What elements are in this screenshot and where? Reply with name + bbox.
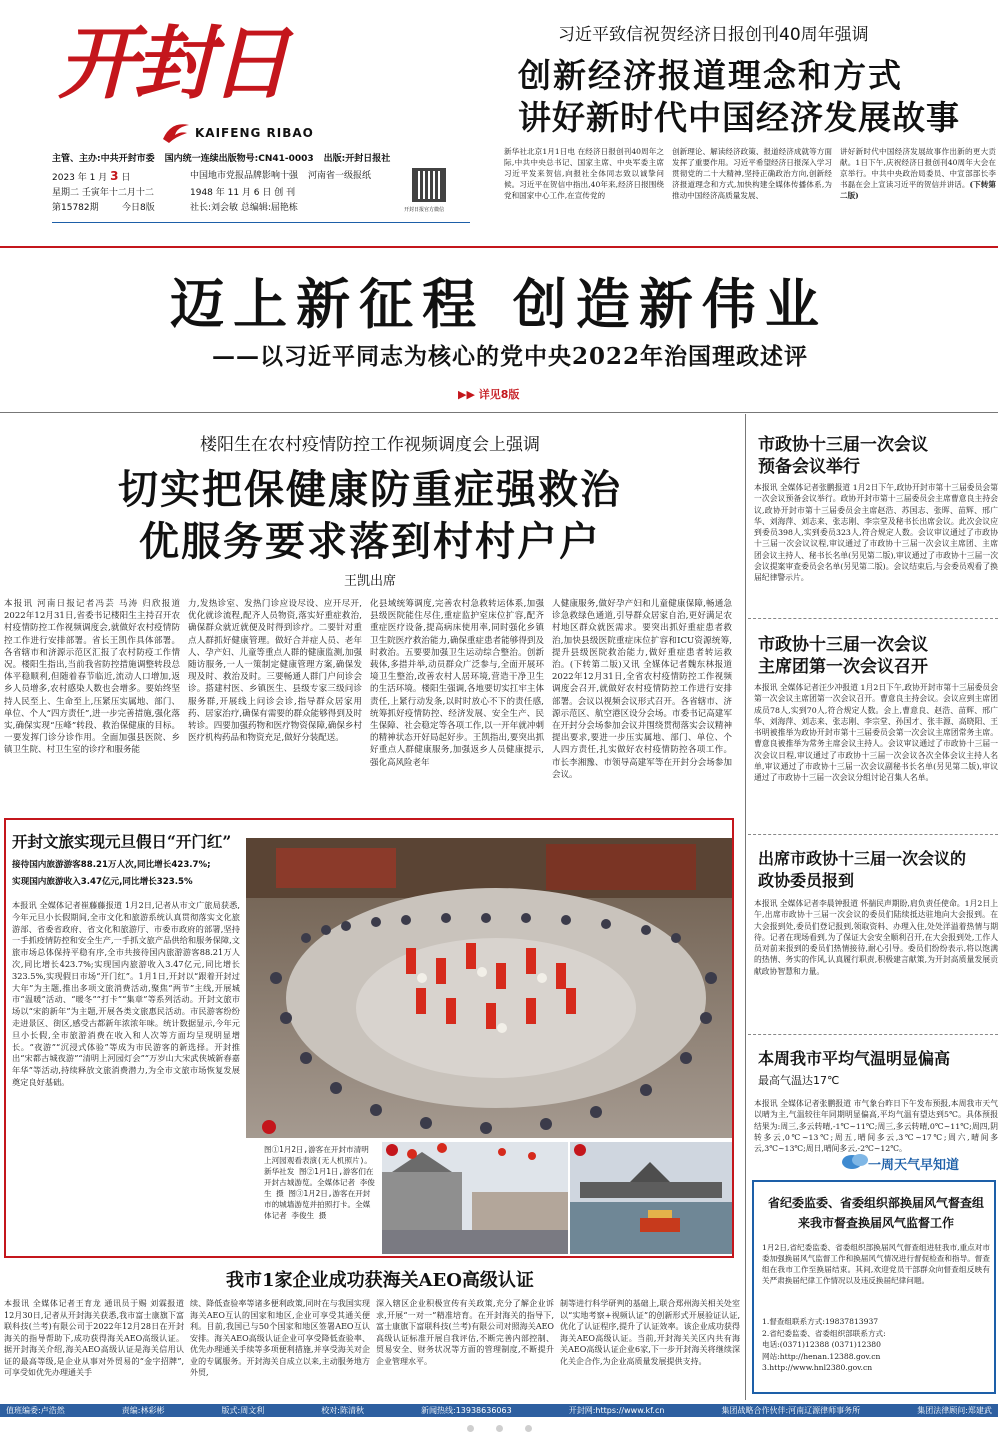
footer-item: 值班编委:卢浩然 [6,1406,65,1415]
see-page-link[interactable] [458,386,558,404]
cppcc-prep-body: 本报讯 全媒体记者张鹏报道 1月2日下午,政协开封市第十三届委员会第一次会议预备会议举行。政协开封市第十三届委员会主席曹意良主持会议,政协开封市第十三届委员会主席赵浩、苏国志、张晖、苗辉、邢广华、刘海萍、刘志来、张志刚、李宗堂及秘书长出席会议。此次会议应到委员398人,实到委员323人,符合规定人数。会议审议通过了市政协十三届一次会议议程,审议通过了市政协十三届一次会议主席团、主席团会议主持人、秘书长名单(另见第二版),审议通过了市政协十三届一次会议提案审查委员会名单(另见第二版)。会议结束后,与会委员观看了换届纪律警示片。 [754,483,998,583]
page-pagination [0,1420,998,1437]
feature-box [4,818,734,1258]
notice-item: 3.http://www.hnl2380.gov.cn [762,1363,873,1372]
divider [0,246,998,248]
weather-logo-text: 一周天气早知道 [868,1158,960,1172]
footer-item: 开封网:https://www.kf.cn [568,1406,665,1415]
issn: 国内统一连续出版物号:CN41-0003 [164,154,314,164]
publisher: 出版:开封日报社 [323,154,391,164]
logo-emblem-icon [161,119,191,145]
double-arrow-icon: ▶▶ [458,388,475,401]
top-story-headline: 创新经济报道理念和方式 [518,56,903,92]
story-col: 本报讯 河南日报记者冯芸 马涛 归欣报道 2022年12月31日,省委书记楼阳生主持召开农村疫情防控工作视频调度会,就做好农村疫情防控工作进行安排部署。省长王凯作具体部署。各省辖市和济源示范区汇报了农村防疫工作情况。楼阳生指出,当前我省防控措施调整转段总体平稳顺利,但随着春节临近,流动人口增加,返乡人员增多,农村感染人数也会增多。要始终坚持人民至上、生命至上,压紧压实属地、部门、单位、个人“四方责任”,进一步完善措施,强化落实,确保实现“压峰”转段、救治保健康的目标。一要发挥门诊分诊作用。全面加强县医院、乡镇卫生院、村卫生室的诊疗和服务能 [4,599,180,756]
aeo-col: 本报讯 全媒体记者王育龙 通讯员于赐 刘霖报道 12月30日,记者从开封海关获悉,我市富士康旗下富联科技(兰考)有限公司于2022年12月28日在开封海关的指导帮助下,成功获得海关AEO高级认证。据开封海关介绍,海关AEO高级认证是海关信用认证的最高等级,是企业从事对外贸易的“金字招牌”,可享受如优先办理通关手 [4,1299,184,1377]
top-story-headline: 讲好新时代中国经济发展故事 [518,98,960,134]
notice-box [752,1180,996,1394]
feature-caption: 图①1月2日,游客在开封市清明上河园观看表演(无人机照片)。新华社发 图②1月1日,游客们在开封古城游览。全媒体记者 李俊生 摄 图③1月2日,游客在开封市的城墙游览并拍照打卡。全媒体记者 李俊生 摄 [264,1145,375,1220]
story-col: 人健康服务,做好孕产妇和儿童健康保障,畅通急诊急救绿色通道,引导群众居家自治,更好满足农村地区群众就医需求。要突出抓好重症患者救治,加快县级医院重症床位扩容和ICU资源统筹,提升县级医院救治能力,做好重症患者转运救治。(下转第二版)又讯 全媒体记者魏东林报道 2022年12月31日,全省农村疫情防控工作视频调度会召开,就做好农村疫情防控工作进行安排部署。会议以视频会议形式召开。各省辖市、济源示范区、航空港区设分会场。市委书记高建军在开封分会场参加会议并围绕贯彻落实会议精神提出要求,要进一步压实属地、部门、单位、个人四方责任,扎实做好农村疫情防控各项工作。市长李湘豫、市领导高建军等在开封分会场参加会议。 [552,599,732,780]
cppcc-presidium-body: 本报讯 全媒体记者汪少冲报道 1月2日下午,政协开封市第十三届委员会第一次会议主席团第一次会议召开。曹意良主持会议。会议应到主席团成员78人,实到70人,符合规定人数。会上,曹意良、赵浩、苗辉、邢广华、刘海萍、刘志来、张志刚、李宗堂、孙国才、张丰源、高晓阳、王书明被推举为政协开封市第十三届委员会第一次会议主席团常务主席。曹意良被推举为常务主席会议主持人。会议审议通过了市政协十三届一次会议日程,审议通过了市政协十三届一次会议各次全体会议主持人名单,审议通过了市政协十三届一次会议副秘书长名单(另见第二版),审议通过了市政协十三届一次会议分组讨论召集人名单。 [754,683,998,783]
weather-cloud-icon [840,1152,870,1170]
top-story-col: 新华社北京1月1日电 在经济日报创刊40周年之际,中共中央总书记、国家主席、中央军委主席习近平发来贺信,向报社全体同志致以诚挚问候。习近平在贺信中指出,40年来,经济日报围绕党和国家中心工作,在宣传党的 [504,147,664,200]
page-dot-button[interactable] [525,1425,532,1432]
top-story-col: 讲好新时代中国经济发展故事作出新的更大贡献。1日下午,庆祝经济日报创刊40周年大会在京举行。中共中央政治局委员、中宣部部长李书磊在会上宣读习近平的贺信并讲话。(下转第二版) [840,147,996,200]
sponsor: 主管、主办:中共开封市委 [52,154,155,164]
weekday-lunar: 星期二 壬寅年十二月十二 [52,188,154,198]
top-story-kicker: 习近平致信祝贺经济日报创刊40周年强调 [558,25,869,44]
weather-body: 本报讯 全媒体记者张鹏报道 市气象台昨日下午发布预报,本周我市天气以晴为主,气温较往年同期明显偏高,平均气温有望达到5℃。具体预报结果为:周三,多云转晴,-1℃~11℃;周三,多云转晴,0℃~11℃;周四,阴转多云,0℃~13℃;周五,晴间多云,3℃~17℃;周六,晴间多云,3℃~13℃;周日,晴间多云,-2℃~12℃。 [754,1099,998,1154]
divider [0,412,998,413]
story-lou [0,414,735,826]
see-page-text: 详见8版 [478,388,520,401]
notice-item: 1.督查组联系方式:19837813937 [762,1317,879,1326]
photo-city-street [382,1142,568,1254]
column-divider [745,414,746,1400]
brand-award: 中国地市党报品牌影响十强 [190,171,299,181]
slogan [150,223,194,225]
story-byline: 王凯出席 [343,574,396,589]
weather-subhead: 最高气温达17℃ [758,1074,840,1087]
footer-item: 版式:周文利 [221,1406,265,1415]
slogan [212,223,256,225]
newspaper-title: 开封日 [58,16,286,110]
slogan-bar [52,222,470,225]
photo-marker [262,1120,276,1134]
weather-headline: 本周我市平均气温明显偏高 [758,1049,951,1068]
founded-date: 1948 年 11 月 6 日 创 刊 [190,188,296,198]
notice-item: 网站:http://henan.12388.gov.cn [762,1351,881,1361]
paper-level: 河南省一级报纸 [308,171,372,181]
divider [748,1034,998,1035]
footer-bar [0,1404,998,1417]
cppcc-members-body: 本报讯 全媒体记者李晨钟报道 怀揣民声期盼,肩负责任使命。1月2日上午,出席市政协十三届一次会议的委员们陆续抵达驻地向大会报到。在大会报到处,委员们登记报到,领取资料、办理入住,处处洋溢着热情与期待。记者在现场看到,为了保证大会安全顺利召开,在大会报到处,工作人员对前来报到的委员们热情接待,耐心引导。委员们纷纷表示,将以饱满的热情、务实的作风,认真履行职责,积极建言献策,为开封高质量发展贡献政协智慧和力量。 [754,899,998,976]
notice-item: 电话:(0371)12388 (0371)12380 [762,1340,881,1349]
aeo-col: 深入辖区企业积极宣传有关政策,充分了解企业诉求,开展“一对一”精准培育。在开封海关的指导下,富士康旗下富联科技(兰考)有限公司对照海关AEO高级认证标准开展自我评估,不断完善内部控制、贸易安全、财务状况等方面的管理制度,不断提升企业管理水平。 [376,1299,554,1366]
story-col: 力,发热诊室、发热门诊应设尽设、应开尽开,优化就诊流程,配齐人员物资,落实好重症救治,确保群众就近就便及时得到诊疗。二要针对重点人群抓好健康管理。做好合并症人员、老年人、孕产妇、儿童等重点人群的健康监测,加强随访服务,一人一策制定健康管理方案,确保发现及时、救治及时。三要畅通人群门户问诊会诊。搭建村医、乡镇医生、县级专家三级问诊服务群,开展线上问诊会诊,指导群众居家用药、居家治疗,确保有需要的群众能够得到及时转诊。四要加强药物和医疗物资保障,确保乡村医疗机构药品和物资充足,做好分装配送。 [188,599,362,744]
right-column [748,414,998,1400]
banner [0,250,998,410]
feature-subhead: 接待国内旅游游客88.21万人次,同比增长423.7%; [12,860,211,870]
qr-code-icon [412,168,446,202]
qr-caption: 开封日报官方微信 [404,207,445,213]
notice-body: 1月2日,省纪委监委、省委组织部换届风气督查组进驻我市,重点对市委加强换届风气监督工作和换届风气情况进行督促检查和指导。督查组在我市工作至换届结束。其间,欢迎党员干部群众向督查组反映有关严肃换届纪律工作情况以及违反换届纪律问题。 [762,1243,990,1285]
cppcc-prep-headline: 预备会议举行 [758,457,860,474]
divider [748,834,998,835]
aeo-headline: 我市1家企业成功获海关AEO高级认证 [226,1270,534,1291]
page-dot-button[interactable] [496,1425,503,1432]
photo-main-performance [246,838,732,1138]
footer-item: 校对:陈清秋 [321,1406,364,1415]
notice-headline: 省纪委监委、省委组织部换届风气督查组 [767,1196,984,1210]
notice-headline: 来我市督查换届风气监督工作 [797,1216,954,1230]
notice-contacts [762,1316,990,1390]
page-count: 今日8版 [122,203,155,213]
footer-item: 集团战略合作伙伴:河南辽源律师事务所 [721,1406,861,1415]
page-dot-button[interactable] [467,1425,474,1432]
footer-item: 新闻热线:13938636063 [421,1406,512,1415]
footer-item: 责编:林彩彬 [121,1406,165,1415]
banner-subhead: ——以习近平同志为核心的党中央2022年治国理政述评 [211,343,808,370]
aeo-col: 制等进行科学研判的基础上,联合郑州海关相关处室以“实地考察+视频认证”的创新形式开展验证认证,优化了认证程序,提升了认证效率。该企业成功获得海关AEO高级认证。当前,开封海关关区内共有海关AEO高级认证企业6家,下一步开封海关将继续深化关企合作,为企业高质量发展提供支持。 [560,1299,740,1366]
cppcc-presidium-headline: 主席团第一次会议召开 [758,657,928,674]
cppcc-members-headline: 政协委员报到 [758,871,855,890]
issue-date: 2023 年 1 月 3 日 [52,169,131,183]
cppcc-presidium-headline: 市政协十三届一次会议 [758,635,928,652]
slogan [88,223,132,225]
story-aeo [0,1262,746,1402]
feature-subhead: 实现国内旅游收入3.47亿元,同比增长323.5% [12,877,193,887]
banner-headline: 迈上新征程 创造新伟业 [170,273,828,332]
story-col: 化县域统筹调度,完善农村急救转运体系,加强县级医院能住尽住,重症监护室床位扩容,配齐重症医疗设备,提高病床使用率,同时强化乡镇卫生院医疗救治能力,确保重症患者能够得到及时救治。五要要加强卫生运动综合整治。创新载体,多措并举,动员群众广泛参与,全面开展环境卫生整治,改善农村人居环境,营造干净卫生的生活环境。楼阳生强调,各地要切实扛牢主体责任,上紧行动发条,以时时放心不下的责任感,统筹抓好疫情防控、经济发展、安全生产、民生保障、社会稳定等各项工作,以一开年就冲刺的精神状态开好局起好步。王凯指出,要突出抓好重点人群健康服务,加强返乡人员健康提示,强化高风险老年 [370,599,544,768]
top-story-col: 创新理论、解读经济政策、报道经济成就等方面发挥了重要作用。习近平希望经济日报深入学习贯彻党的二十大精神,坚持正确政治方向,创新经济报道理念和方式,加快构建全媒体传播体系,为推动中国经济高质量发展、 [672,147,832,200]
story-headline: 切实把保健康防重症强救治 [118,466,622,508]
slogan [274,223,318,225]
photo-marker [574,1144,586,1156]
story-headline: 优服务要求落到村村户户 [139,518,601,560]
cppcc-prep-headline: 市政协十三届一次会议 [758,435,928,452]
divider [748,618,998,619]
feature-body: 本报讯 全媒体记者崔藤藤报道 1月2日,记者从市文广旅局获悉,今年元旦小长假期间,全市文化和旅游系统认真贯彻落实文化旅游部、省委省政府、省文化和旅游厅、市委市政府的部署,坚持一手抓疫情防控和安全生产,一手抓文旅产品供给和服务保障,文旅市场总体保持平稳有序,全市共接待国内旅游游客88.21万人次,同比增长423.7%;实现国内旅游收入3.47亿元,同比增长323.5%,实现假日市场“开门红”。1月1日,开封以“跟着开封过大年”为主题,推出多项文旅消费活动,聚焦“两节”主线,开展城市“温暖”活动、“暖冬”“打卡”“集章”等系列活动。开封文旅市场以“宋韵新年”为主题,开展各类文旅惠民活动。市民游客纷纷走进景区、街区,感受古都新年浓浓年味。统计数据显示,今年元旦小长假,全市旅游消费在收入和人次等方面均呈现明显增长。“夜游”“沉浸式体验”等成为市民游客的新选择。开封推出“宋都古城夜游”“清明上河园灯会”“万岁山大宋武侠城新春嘉年华”等活动,持续释放文旅消费潜力,为全市文旅市场恢复发展奠定良好基础。 [12,900,240,1087]
issue-number: 第15782期 [52,203,99,213]
photo-lake-pavilion [570,1142,732,1254]
chief-editor: 社长:刘会敏 总编辑:屈艳栋 [190,203,298,213]
cppcc-members-headline: 出席市政协十三届一次会议的 [758,849,967,868]
notice-item: 2.省纪委监委、省委组织部联系方式: [762,1328,886,1338]
story-kicker: 楼阳生在农村疫情防控工作视频调度会上强调 [200,435,540,454]
photo-marker [386,1144,398,1156]
top-story [474,0,998,222]
pinyin-title: KAIFENG RIBAO [195,126,314,140]
aeo-col: 续、降低查验率等诸多便利政策,同时在与我国实现海关AEO互认的国家和地区,企业可享受其通关便利。目前,我国已与50个国家和地区签署AEO互认安排。海关AEO高级认证企业可享受降低查验率、优先办理通关手续等多项便利措施,并享受海关对企业的专属服务。开封海关自成立以来,主动服务地方外贸, [190,1299,370,1377]
feature-headline: 开封文旅实现元旦假日“开门红” [12,832,232,851]
footer-item: 集团法律顾问:郑建武 [917,1406,992,1415]
